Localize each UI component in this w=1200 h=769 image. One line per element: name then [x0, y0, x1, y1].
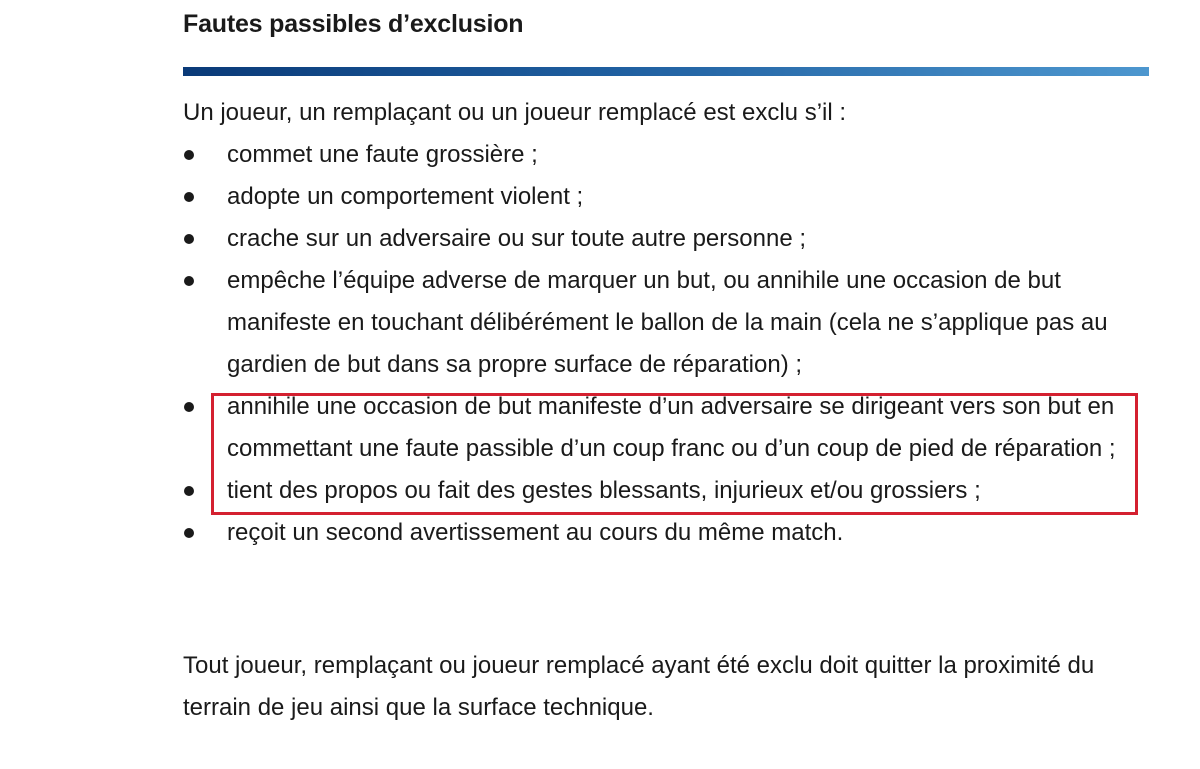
bullet-icon — [184, 192, 194, 202]
list-item-text: tient des propos ou fait des gestes blessants, injurieux et/ou grossiers ; — [227, 477, 981, 504]
bullet-icon — [184, 528, 194, 538]
list-item-text: crache sur un adversaire ou sur toute autre personne ; — [227, 225, 806, 252]
list-item — [183, 470, 1149, 512]
list-item-text: adopte un comportement violent ; — [227, 183, 584, 210]
list-item-text: empêche l’équipe adverse de marquer un but, ou annihile une occasion de but manifeste en touchant délibérément le ballon de la main (cela ne s’applique pas au gardien de but dans sa propre surface de réparation) ; — [227, 267, 1108, 378]
bullet-icon — [184, 276, 194, 286]
section-title: Fautes passibles d’exclusion — [183, 10, 524, 38]
title-divider — [183, 67, 1149, 76]
bullet-icon — [184, 486, 194, 496]
list-item-text: commet une faute grossière ; — [227, 141, 538, 168]
list-item — [183, 218, 1149, 260]
list-item — [183, 176, 1149, 218]
list-item-highlighted — [183, 386, 1149, 470]
document-page — [183, 0, 1149, 721]
list-item-text: annihile une occasion de but manifeste d’un adversaire se dirigeant vers son but en commettant une faute passible d’un coup franc ou d’un coup de pied de réparation ; — [227, 393, 1116, 462]
list-item — [183, 260, 1149, 386]
intro-paragraph: Un joueur, un remplaçant ou un joueur remplacé est exclu s’il : — [183, 99, 847, 126]
bullet-icon — [184, 150, 194, 160]
list-item — [183, 134, 1149, 176]
list-item-text: reçoit un second avertissement au cours du même match. — [227, 519, 844, 546]
offence-list — [183, 134, 1149, 554]
closing-paragraph: Tout joueur, remplaçant ou joueur remplacé ayant été exclu doit quitter la proximité du terrain de jeu ainsi que la surface technique. — [183, 652, 1095, 721]
list-item — [183, 512, 1149, 554]
bullet-icon — [184, 234, 194, 244]
bullet-icon — [184, 402, 194, 412]
